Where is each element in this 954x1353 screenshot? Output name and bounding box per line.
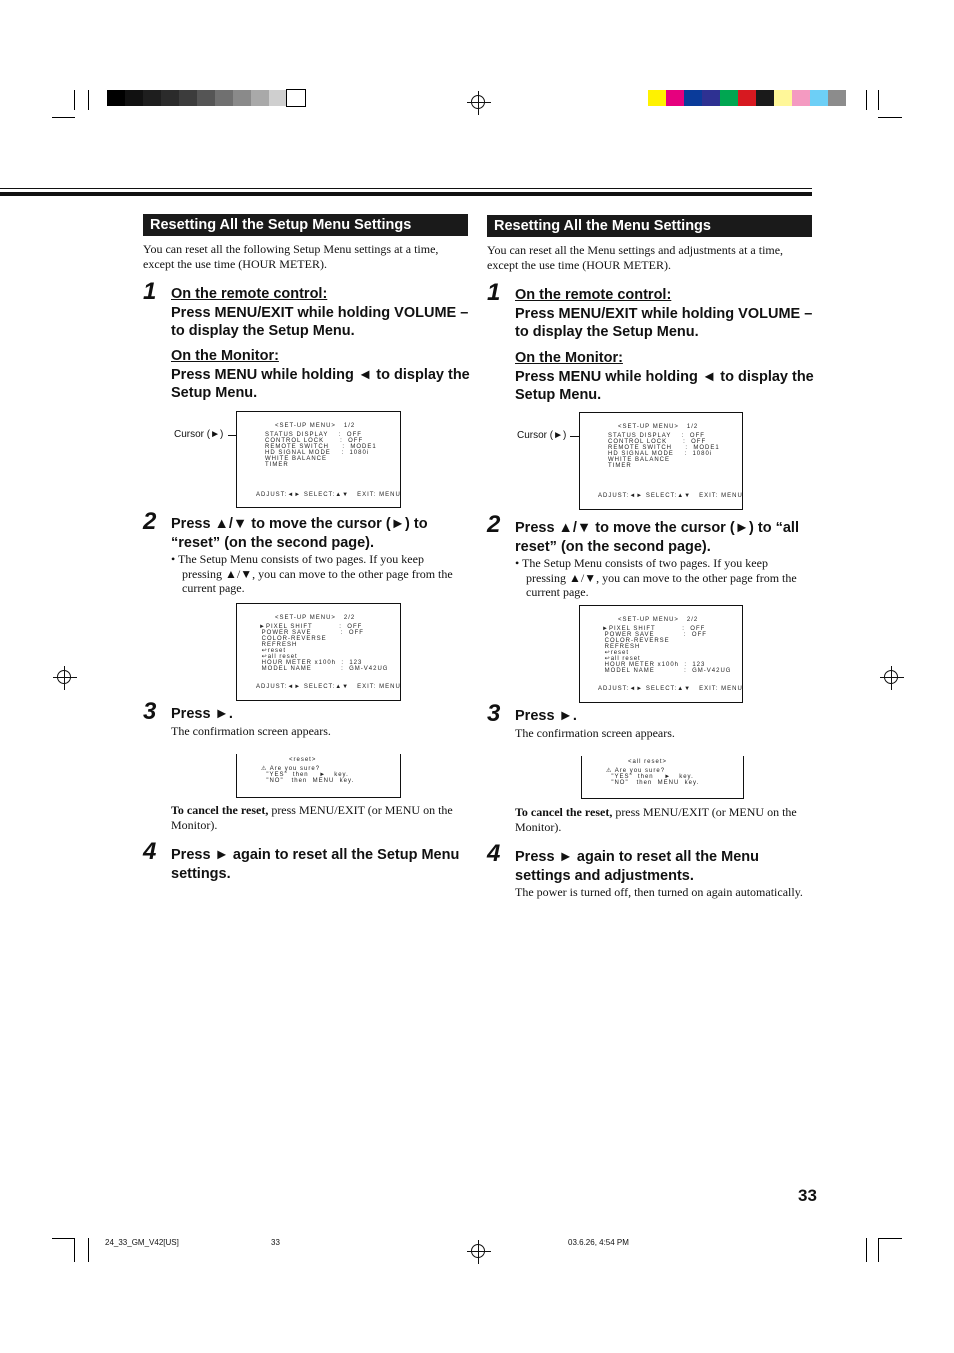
- footer-page: 33: [271, 1238, 280, 1247]
- step-number-1-right: 1: [487, 279, 501, 306]
- remote-instruction-left: Press MENU/EXIT while holding VOLUME – to display the Setup Menu.: [171, 304, 469, 339]
- step-number-4-left: 4: [143, 838, 157, 865]
- crop-mark: [878, 117, 902, 118]
- color-swatch: [161, 90, 179, 106]
- step3-instruction-left: Press ►.: [171, 706, 233, 722]
- color-swatch: [684, 90, 702, 106]
- color-swatch: [125, 90, 143, 106]
- crop-mark: [52, 1238, 75, 1239]
- step3-instruction-right: Press ►.: [515, 708, 577, 724]
- top-rule: [0, 188, 812, 189]
- color-swatch: [720, 90, 738, 106]
- step4-instruction-right: Press ► again to reset all the Menu settings and adjustments.: [515, 849, 760, 884]
- color-swatch: [648, 90, 666, 106]
- page-number: 33: [798, 1186, 817, 1205]
- step-number-2-left: 2: [143, 508, 157, 535]
- step2-instruction-left: Press ▲/▼ to move the cursor (►) to “reset” (on the second page).: [171, 516, 428, 551]
- crop-mark: [74, 1238, 75, 1262]
- color-swatch: [215, 90, 233, 106]
- crop-mark: [88, 1238, 89, 1262]
- step3-note-right: The confirmation screen appears.: [515, 726, 675, 740]
- color-swatch: [666, 90, 684, 106]
- color-swatch: [287, 90, 305, 106]
- monitor-instruction-left: Press MENU while holding ◄ to display the Setup Menu.: [171, 366, 470, 401]
- intro-text-left: You can reset all the following Setup Menu settings at a time, except the use time (HOUR METER).: [143, 242, 439, 271]
- step4-instruction-left: Press ► again to reset all the Setup Menu settings.: [171, 847, 460, 882]
- step2-instruction-right: Press ▲/▼ to move the cursor (►) to “all reset” (on the second page).: [515, 520, 799, 555]
- step-number-3-left: 3: [143, 698, 157, 725]
- color-swatch: [269, 90, 287, 106]
- color-swatch: [792, 90, 810, 106]
- section-title-right: Resetting All the Menu Settings: [487, 215, 812, 237]
- registration-mark-icon: [471, 95, 485, 109]
- color-swatch: [107, 90, 125, 106]
- color-swatch: [828, 90, 846, 106]
- monitor-instruction-right: Press MENU while holding ◄ to display the Setup Menu.: [515, 368, 814, 403]
- crop-mark: [878, 1238, 902, 1239]
- cancel-note-right: To cancel the reset, press MENU/EXIT (or MENU on the Monitor).: [515, 805, 797, 834]
- crop-mark: [866, 90, 867, 110]
- registration-mark-icon: [884, 670, 898, 684]
- step4-note-right: The power is turned off, then turned on again automatically.: [515, 885, 803, 899]
- step-number-2-right: 2: [487, 511, 501, 538]
- registration-mark-icon: [57, 670, 71, 684]
- confirm-screen-left: <reset> ⚠ Are you sure? "YES" then ► key. "NO" then MENU key.: [236, 754, 401, 798]
- color-swatch: [143, 90, 161, 106]
- crop-mark: [878, 90, 879, 110]
- cursor-label-left: Cursor (►): [174, 429, 224, 440]
- crop-mark: [878, 1238, 879, 1262]
- footer-filename: 24_33_GM_V42[US]: [105, 1238, 179, 1247]
- registration-mark-icon: [471, 1244, 485, 1258]
- color-swatch: [233, 90, 251, 106]
- setup-menu-screen-page2-left: <SET-UP MENU> 2/2 ►PIXEL SHIFT : OFF POWER SAVE : OFF COLOR-REVERSE REFRESH ↩reset ↩all reset HOUR METER x100h : 123 MODEL NAME : GM-V42UG ADJUST:◄► SELECT:▲▼ EXIT: MENU: [236, 603, 401, 701]
- setup-menu-screen-page1-left: <SET-UP MENU> 1/2 STATUS DISPLAY : OFF CONTROL LOCK : OFF REMOTE SWITCH : MODE1 HD SIGNAL MODE : 1080i WHITE BALANCE TIMER ADJUST:◄► SELECT:▲▼ EXIT: MENU: [236, 411, 401, 508]
- monitor-label-left: On the Monitor:: [171, 348, 279, 364]
- remote-label-left: On the remote control:: [171, 286, 328, 302]
- crop-mark: [74, 90, 75, 110]
- crop-mark: [52, 117, 75, 118]
- intro-text-right: You can reset all the Menu settings and adjustments at a time, except the use time (HOUR METER).: [487, 243, 784, 272]
- step2-note-right: • The Setup Menu consists of two pages. If you keep pressing ▲/▼, you can move to the other page from the current page.: [515, 556, 797, 599]
- color-swatch: [810, 90, 828, 106]
- cancel-note-left: To cancel the reset, press MENU/EXIT (or MENU on the Monitor).: [171, 803, 453, 832]
- color-swatch: [197, 90, 215, 106]
- step-number-4-right: 4: [487, 840, 501, 867]
- color-swatch: [179, 90, 197, 106]
- top-rule: [0, 192, 812, 196]
- section-title-left: Resetting All the Setup Menu Settings: [143, 214, 468, 236]
- crop-mark: [866, 1238, 867, 1262]
- color-swatch: [774, 90, 792, 106]
- step-number-1-left: 1: [143, 278, 157, 305]
- setup-menu-screen-page1-right: <SET-UP MENU> 1/2 STATUS DISPLAY : OFF CONTROL LOCK : OFF REMOTE SWITCH : MODE1 HD SIGNAL MODE : 1080i WHITE BALANCE TIMER ADJUST:◄► SELECT:▲▼ EXIT: MENU: [579, 412, 743, 510]
- step-number-3-right: 3: [487, 700, 501, 727]
- confirm-screen-right: <all reset> ⚠ Are you sure? "YES" then ► key. "NO" then MENU key.: [581, 756, 744, 799]
- cursor-label-right: Cursor (►): [517, 430, 567, 441]
- remote-instruction-right: Press MENU/EXIT while holding VOLUME – to display the Setup Menu.: [515, 305, 813, 340]
- monitor-label-right: On the Monitor:: [515, 350, 623, 366]
- setup-menu-screen-page2-right: <SET-UP MENU> 2/2 ►PIXEL SHIFT : OFF POWER SAVE : OFF COLOR-REVERSE REFRESH ↩reset ↩all reset HOUR METER x100h : 123 MODEL NAME : GM-V42UG ADJUST:◄► SELECT:▲▼ EXIT: MENU: [579, 605, 743, 703]
- crop-mark: [88, 90, 89, 110]
- color-swatch: [738, 90, 756, 106]
- color-swatch: [702, 90, 720, 106]
- color-swatch: [251, 90, 269, 106]
- step3-note-left: The confirmation screen appears.: [171, 724, 331, 738]
- footer-date: 03.6.26, 4:54 PM: [568, 1238, 629, 1247]
- remote-label-right: On the remote control:: [515, 287, 672, 303]
- color-swatch: [756, 90, 774, 106]
- step2-note-left: • The Setup Menu consists of two pages. If you keep pressing ▲/▼, you can move to the other page from the current page.: [171, 552, 453, 595]
